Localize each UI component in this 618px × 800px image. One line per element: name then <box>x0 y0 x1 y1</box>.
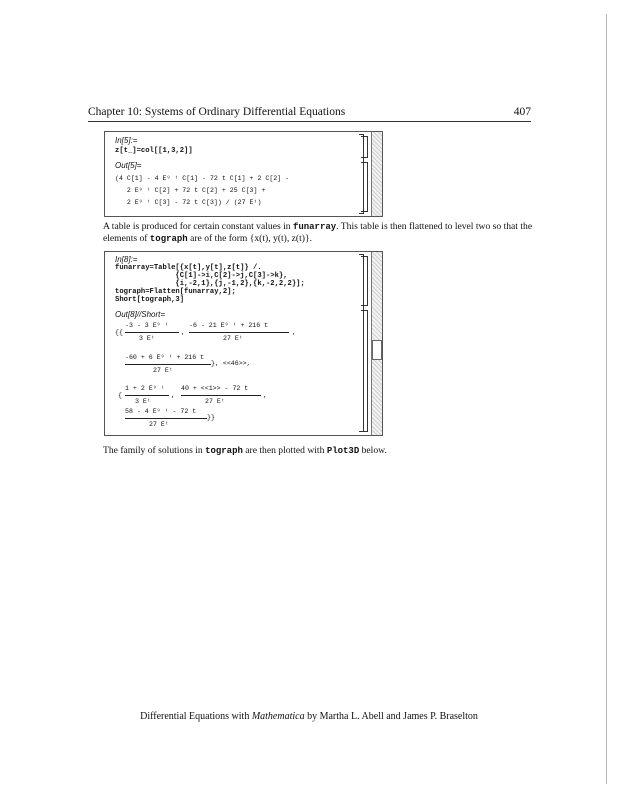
chapter-title: Chapter 10: Systems of Ordinary Differential Equations <box>88 106 346 118</box>
page-number: 407 <box>513 106 531 118</box>
paragraph: A table is produced for certain constant values in funarray. This table is then flattened to level two so that the elements of tograph are of the form {x(t), y(t), z(t)}. <box>103 221 533 244</box>
input-code[interactable]: {i,-2,1},{j,-1,2},{k,-2,2,2}]; <box>115 280 305 288</box>
brace: {{ <box>115 329 123 336</box>
vertical-scrollbar[interactable] <box>371 252 382 435</box>
output-line: 2 E⁹ ᵗ C[3] - 72 t C[3]) / (27 Eᵗ) <box>115 199 262 206</box>
vertical-scrollbar[interactable] <box>371 132 382 216</box>
code-term: tograph <box>205 446 243 456</box>
in-label: In[5]:= <box>115 136 138 145</box>
brace: { <box>118 392 122 399</box>
code-term: funarray <box>292 222 337 232</box>
output-line: (4 C[1] - 4 E⁹ ᵗ C[1] - 72 t C[1] + 2 C[2] - <box>115 175 290 182</box>
paragraph: The family of solutions in tograph are then plotted with Plot3D below. <box>103 445 387 456</box>
notebook-window-2: In[8]:= funarray=Table[{x[t],y[t],z[t]} /. {C[1]->i,C[2]->j,C[3]->k}, {i,-2,1},{j,-1,2},{k,-2,2,2}]; tograph=Flatten[funarray,2]; Short[tograph,3] Out[8]//Short= {{ -3 - 3 E⁹ ᵗ 3 Eᵗ , -6 - 21 E⁹ ᵗ + 216 t 27 Eᵗ , -60 + 6 E⁹ ᵗ + 216 t 27 Eᵗ }, <<46>>, { 1 + 2 E⁹ ᵗ 3 Eᵗ , 40 + <<1>> - 72 t 27 Eᵗ , 58 - 4 E⁹ ᵗ - 72 t 27 Eᵗ }} <box>104 251 383 436</box>
header-rule <box>88 121 531 122</box>
in-label: In[8]:= <box>115 255 138 264</box>
code-term: Plot3D <box>326 446 360 456</box>
input-code[interactable]: {C[1]->i,C[2]->j,C[3]->k}, <box>115 272 288 280</box>
input-code[interactable]: funarray=Table[{x[t],y[t],z[t]} /. <box>115 264 262 272</box>
page-edge <box>606 14 607 784</box>
input-code[interactable]: tograph=Flatten[funarray,2]; <box>115 288 236 296</box>
code-term: tograph <box>149 234 188 244</box>
input-code[interactable]: Short[tograph,3] <box>115 296 185 304</box>
group-bracket[interactable] <box>359 254 364 432</box>
out-label: Out[8]//Short= <box>115 310 166 319</box>
scrollbar-thumb[interactable] <box>372 340 382 360</box>
out-label: Out[5]= <box>115 161 142 170</box>
input-code[interactable]: z[t_]=col[[1,3,2]] <box>115 147 193 155</box>
page-footer: Differential Equations with Mathematica by Martha L. Abell and James P. Braselton <box>140 711 478 722</box>
book-title-italic: Mathematica <box>251 711 305 722</box>
output-line: 2 E⁹ ᵗ C[2] + 72 t C[2] + 25 C[3] + <box>115 187 266 194</box>
group-bracket[interactable] <box>359 134 364 214</box>
notebook-window-1 <box>104 131 383 217</box>
